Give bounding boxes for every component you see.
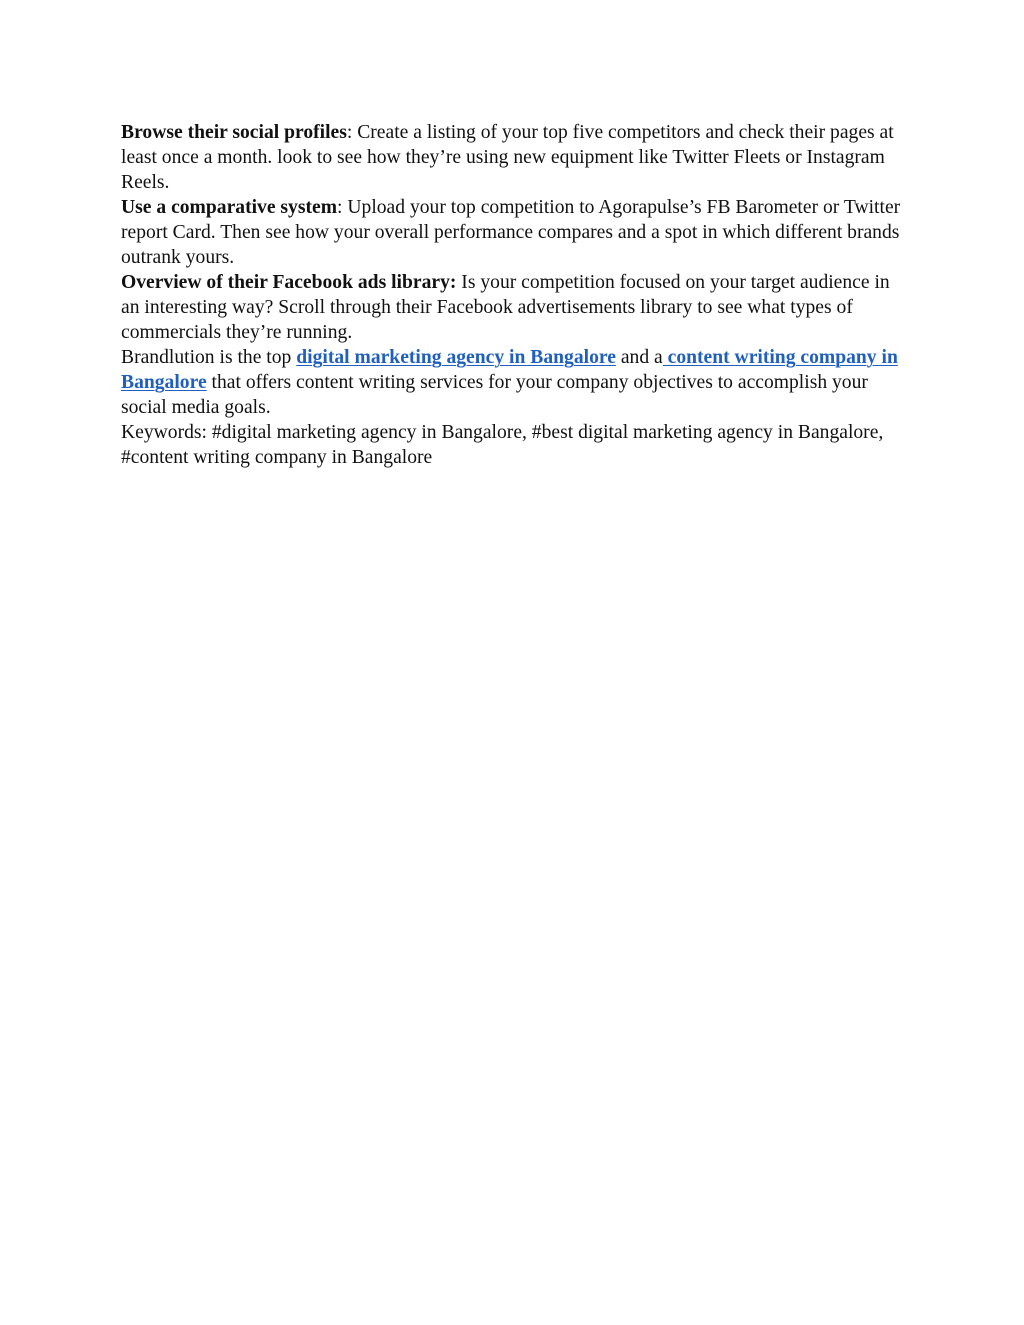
link-digital-marketing-agency[interactable]: digital marketing agency in Bangalore <box>296 347 616 368</box>
paragraph-text: : Create a listing of your top five competitors and check their pages at least once a month. look to see how they’re using new equipment like Twitter Fleets or Instagram Reels. <box>121 122 894 193</box>
paragraph-keywords: Keywords: #digital marketing agency in Bangalore, #best digital marketing agency in Bangalore, #content writing company in Bangalore <box>121 422 884 468</box>
paragraph-text: : Upload your top competition to Agorapulse’s FB Barometer or Twitter report Card. Then see how your overall performance compares and a spot in which different brands outrank yours. <box>121 197 901 268</box>
paragraph-lead: Use a comparative system <box>121 197 338 218</box>
paragraph-browse-social-profiles <box>121 120 911 195</box>
paragraph-text: and a <box>615 347 663 368</box>
paragraph-brandlution <box>121 345 911 420</box>
paragraph-text: that offers content writing services for your company objectives to accomplish your social media goals. <box>121 372 868 418</box>
paragraph-text: Is your competition focused on your target audience in an interesting way? Scroll through their Facebook advertisements library to see what types of commercials they’re running. <box>121 272 890 343</box>
link-content-writing-company[interactable]: content writing company in Bangalore <box>121 347 898 393</box>
paragraph-lead: Overview of their Facebook ads library: <box>121 272 457 293</box>
paragraph-facebook-ads-library <box>121 270 911 345</box>
paragraph-lead: Browse their social profiles <box>121 122 347 143</box>
document-body <box>121 120 911 470</box>
paragraph-text: Brandlution is the top <box>121 347 297 368</box>
paragraph-comparative-system <box>121 195 911 270</box>
